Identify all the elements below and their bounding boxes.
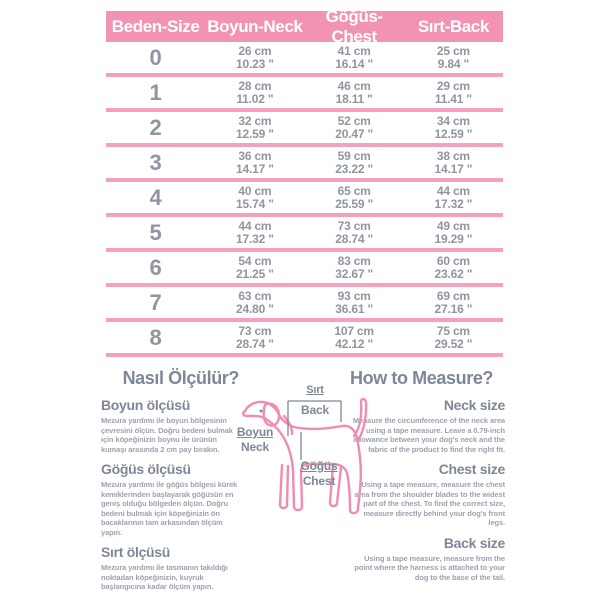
table-row [106,217,503,252]
neck-measurement [205,185,304,211]
neck-cm: 73 cm [238,323,272,338]
chest-inch: 32.67 " [335,266,373,281]
back-cm: 60 cm [436,253,470,268]
header-beden-size: Beden-Size [111,16,200,36]
table-row [106,182,503,217]
chest-inch: 23.22 " [335,161,373,176]
diagram-label-gogus: Göğüs [300,459,338,473]
neck-cm: 54 cm [238,253,272,268]
back-inch: 9.84 " [437,56,469,71]
body-neck-size: Measure the circumference of the neck area using a tape measure. Leave a 0.79-inch allowance between your dog's neck and the fabric of the product to find the right fit. [352,416,505,454]
diagram-label-sirt: Sırt [306,384,324,396]
neck-measurement [205,220,304,246]
neck-measurement [205,290,304,316]
chest-measurement [305,80,404,106]
chest-inch: 36.61 " [335,301,373,316]
back-cm: 49 cm [436,218,470,233]
neck-cm: 32 cm [238,113,272,128]
body-chest-size: Using a tape measure, measure the chest area from the shoulder blades to the widest part of the chest. To find the correct size, measure directly behind your dog's front legs. [354,480,505,527]
body-sirt-olcusu: Mezura yardımı ile tasmanın takıldığı noktadan köpeğinizin, kuyruk başlangıcına kadar ölçüm yapın. [101,563,228,591]
size-value: 4 [149,184,162,210]
header-sirt-back: Sırt-Back [417,16,489,36]
heading-back-size: Back size [443,534,505,551]
neck-cm: 26 cm [238,43,272,58]
table-row [106,77,503,112]
size-table-body [106,42,503,357]
back-inch: 23.62 " [434,266,473,281]
neck-inch: 10.23 " [236,56,274,71]
chest-inch: 25.59 " [335,196,373,211]
chest-cm: 52 cm [337,113,371,128]
table-row [106,322,503,357]
chest-inch: 18.11 " [335,91,373,106]
back-inch: 17.32 " [434,196,473,211]
size-value: 2 [149,114,162,140]
neck-cm: 36 cm [238,148,272,163]
chest-measurement [305,150,404,176]
neck-cm: 40 cm [238,183,272,198]
neck-inch: 24.80 " [236,301,274,316]
chest-measurement [305,290,404,316]
chest-inch: 16.14 " [335,56,373,71]
back-inch: 29.52 " [434,336,473,351]
chest-inch: 42.12 " [335,336,373,351]
neck-measurement [205,115,304,141]
back-cm: 75 cm [436,323,470,338]
chest-cm: 46 cm [337,78,371,93]
dog-eye [260,410,263,413]
size-table-header [106,6,503,46]
back-measurement [404,45,503,71]
chest-cm: 73 cm [337,218,371,233]
neck-inch: 21.25 " [236,266,274,281]
instructions-english [350,368,505,588]
chest-inch: 28.74 " [335,231,373,246]
neck-measurement [205,150,304,176]
neck-measurement [205,80,304,106]
size-value: 8 [149,324,162,350]
title-how-to-measure: How to Measure? [350,368,494,388]
title-nasil-olculur: Nasıl Ölçülür? [122,368,239,388]
chest-cm: 83 cm [337,253,371,268]
table-row [106,112,503,147]
back-measurement [404,185,503,211]
back-inch: 11.41 " [434,91,472,106]
size-value: 1 [149,79,162,105]
size-value: 0 [149,44,162,70]
body-boyun-olcusu: Mezura yardımı ile boyun bölgesinin çevresini ölçün. Doğru bedeni bulmak için köpeğinizin boynu ile ürünün kumaşı arasında 2 cm pay bırakın. [101,416,233,454]
heading-neck-size: Neck size [443,397,505,413]
back-cm: 69 cm [436,288,470,303]
neck-inch: 15.74 " [236,196,274,211]
chest-cm: 107 cm [334,323,374,338]
neck-measurement [205,45,304,71]
table-row [106,147,503,182]
table-row [106,252,503,287]
chest-cm: 93 cm [337,288,371,303]
back-cm: 29 cm [436,78,470,93]
header-boyun-neck: Boyun-Neck [207,16,303,36]
diagram-label-chest: Chest [302,474,336,488]
chest-cm: 65 cm [337,183,371,198]
neck-measurement [205,325,304,351]
neck-inch: 12.59 " [236,126,274,141]
chest-cm: 41 cm [337,43,371,58]
neck-cm: 63 cm [238,288,272,303]
dog-tail [354,399,366,441]
chest-inch: 20.47 " [335,126,373,141]
back-measurement [404,325,503,351]
back-inch: 19.29 " [434,231,473,246]
back-cm: 34 cm [436,113,470,128]
neck-inch: 14.17 " [236,161,274,176]
body-back-size: Using a tape measure, measure from the point where the harness is attached to your dog to the base of the tail. [354,553,505,582]
size-table [106,6,503,357]
neck-inch: 11.02 " [236,91,274,106]
heading-gogus-olcusu: Göğüs ölçüsü [101,461,191,477]
diagram-label-boyun: Boyun [236,425,274,439]
neck-cm: 28 cm [238,78,272,93]
neck-inch: 17.32 " [236,231,274,246]
chest-cm: 59 cm [337,148,371,163]
back-cm: 38 cm [436,148,470,163]
heading-sirt-olcusu: Sırt ölçüsü [101,544,171,560]
back-inch: 12.59 " [434,126,473,141]
heading-boyun-olcusu: Boyun ölçüsü [101,397,190,413]
table-row [106,42,503,77]
back-measurement [404,115,503,141]
table-row [106,287,503,322]
back-measurement [404,255,503,281]
neck-measurement [205,255,304,281]
chest-measurement [305,115,404,141]
neck-cm: 44 cm [238,218,272,233]
chest-measurement [305,255,404,281]
header-gogus-chest: Göğüs-Chest [325,6,383,46]
back-cm: 25 cm [436,43,470,58]
size-value: 6 [149,254,162,280]
chest-measurement [305,185,404,211]
chest-measurement [305,325,404,351]
back-inch: 14.17 " [434,161,473,176]
back-measurement [404,80,503,106]
heading-chest-size: Chest size [438,461,505,477]
instructions-turkish [101,368,239,598]
back-measurement [404,290,503,316]
chest-measurement [305,45,404,71]
size-value: 5 [149,219,162,245]
body-gogus-olcusu: Mezura yardımı ile göğüs bölgesi kürek kemiklerinden başlayarak göğüsün en geniş olduğu bölgeden ölçün. Doğru bedeni bulmak için köpeğinizin ön bacaklarının tam arkasından ölçüm yapın. [101,480,238,537]
back-cm: 44 cm [436,183,470,198]
back-measurement [404,150,503,176]
size-value: 7 [149,289,162,315]
size-value: 3 [149,149,162,175]
back-measurement [404,220,503,246]
diagram-label-back: Back [301,403,329,417]
diagram-label-neck: Neck [241,440,269,454]
chest-measurement [305,220,404,246]
neck-inch: 28.74 " [236,336,274,351]
back-inch: 27.16 " [434,301,473,316]
